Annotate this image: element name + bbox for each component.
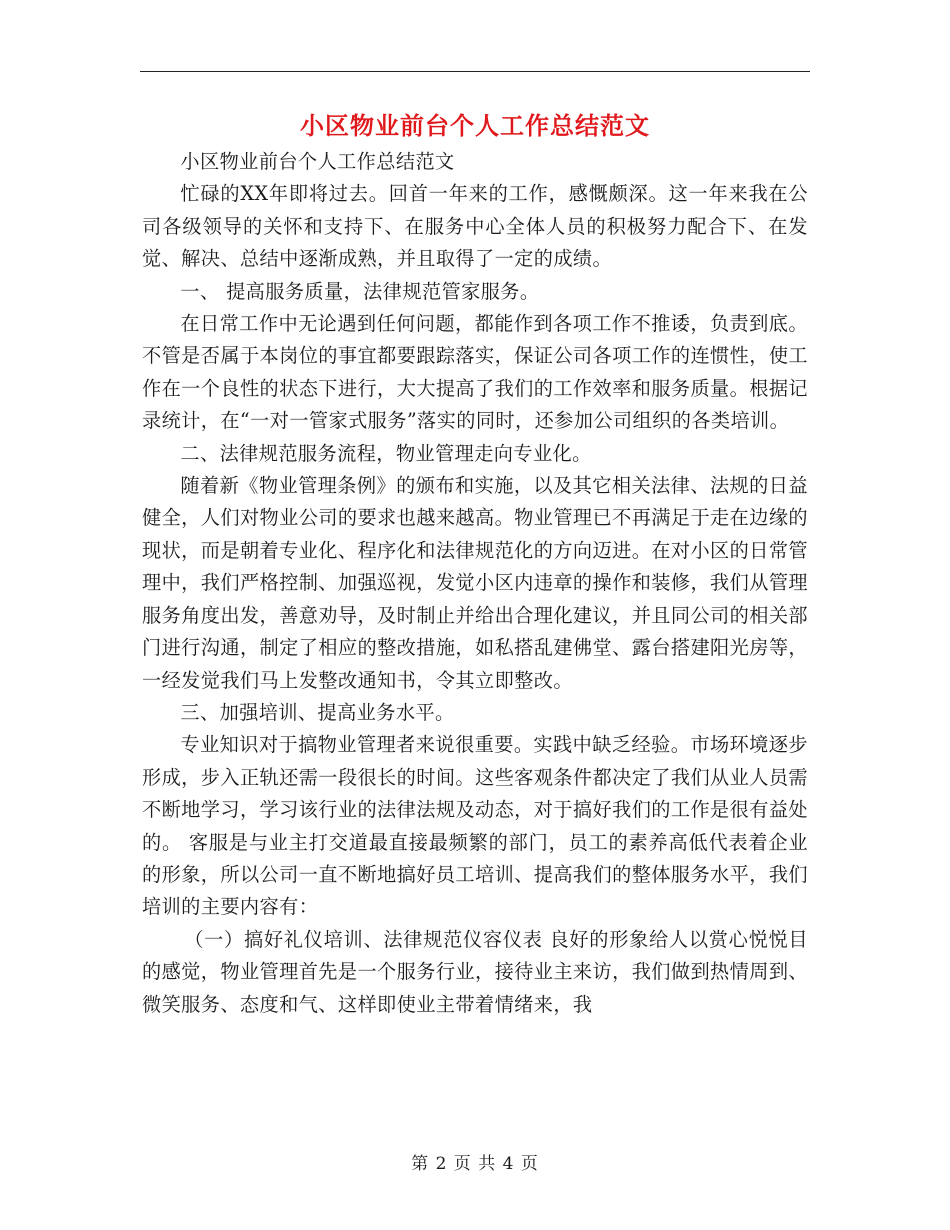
document-title: 小区物业前台个人工作总结范文 <box>300 111 650 140</box>
header-rule <box>140 71 810 72</box>
paragraph-section-2: 随着新《物业管理条例》的颁布和实施，以及其它相关法律、法规的日益健全，人们对物业公司的要求也越来越高。物业管理已不再满足于走在边缘的现状，而是朝着专业化、程序化和法律规范化的方向迈进。在对小区的日常管理中，我们严格控制、加强巡视，发觉小区内违章的操作和装修，我们从管理服务角度出发，善意劝导，及时制止并给出合理化建议，并且同公司的相关部门进行沟通，制定了相应的整改措施，如私搭乱建佛堂、露台搭建阳光房等，一经发觉我们马上发整改通知书，令其立即整改。 <box>142 474 808 692</box>
section-heading-1: 一、 提高服务质量，法律规范管家服务。 <box>180 279 540 303</box>
paragraph-section-1: 在日常工作中无论遇到任何问题，都能作到各项工作不推诿，负责到底。不管是否属于本岗位的事宜都要跟踪落实，保证公司各项工作的连惯性，使工作在一个良性的状态下进行，大大提高了我们的工作效率和服务质量。根据记录统计，在“一对一管家式服务”落实的同时，还参加公司组织的各类培训。 <box>142 312 808 433</box>
document-body <box>142 146 808 1021</box>
paragraph-section-3: 专业知识对于搞物业管理者来说很重要。实践中缺乏经验。市场环境逐步形成，步入正轨还需一段很长的时间。这些客观条件都决定了我们从业人员需不断地学习，学习该行业的法律法规及动态，对于搞好我们的工作是很有益处的。 客服是与业主打交道最直接最频繁的部门，员工的素养高低代表着企业的形象，所以公司一直不断地搞好员工培训、提高我们的整体服务水平，我们培训的主要内容有： <box>142 733 808 919</box>
section-heading-2: 二、法律规范服务流程，物业管理走向专业化。 <box>180 441 592 465</box>
paragraph-subsection-1: （一）搞好礼仪培训、法律规范仪容仪表 良好的形象给人以赏心悦悦目的感觉，物业管理首先是一个服务行业，接待业主来访，我们做到热情周到、微笑服务、态度和气、这样即使业主带着情绪来，我 <box>142 927 808 1016</box>
page-number: 第 2 页 共 4 页 <box>411 1154 539 1174</box>
paragraph-intro: 忙碌的XX年即将过去。回首一年来的工作，感慨颇深。这一年来我在公司各级领导的关怀和支持下、在服务中心全体人员的积极努力配合下、在发觉、解决、总结中逐渐成熟，并且取得了一定的成绩。 <box>142 182 808 271</box>
section-heading-3: 三、加强培训、提高业务水平。 <box>180 700 455 724</box>
paragraph-subtitle: 小区物业前台个人工作总结范文 <box>180 150 455 173</box>
